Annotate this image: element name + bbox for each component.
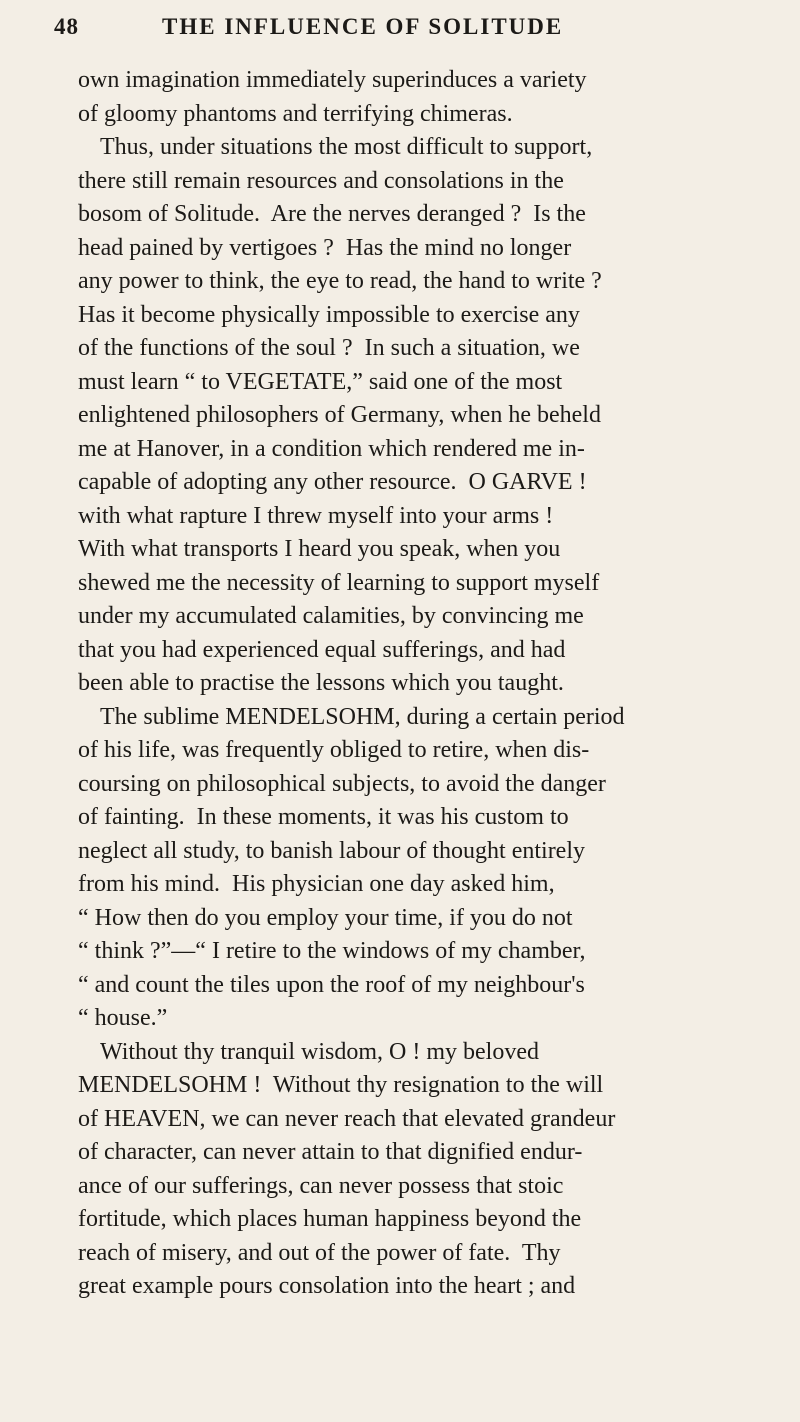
text-line: of the functions of the soul ? In such a situation, we — [78, 335, 580, 361]
text-line: me at Hanover, in a condition which rendered me in- — [78, 435, 585, 462]
page-number: 48 — [54, 14, 79, 39]
text-line: must learn “ to VEGETATE,” said one of the most — [78, 368, 563, 395]
text-line: fortitude, which places human happiness beyond the — [78, 1206, 582, 1232]
text-line: any power to think, the eye to read, the hand to write ? — [78, 268, 602, 294]
text-line: of character, can never attain to that dignified endur- — [78, 1139, 583, 1165]
text-line: of his life, was frequently obliged to retire, when dis- — [78, 737, 590, 763]
running-title: THE INFLUENCE OF SOLITUDE — [162, 14, 564, 39]
text-line: capable of adopting any other resource. O GARVE ! — [78, 469, 587, 495]
text-line: Has it become physically impossible to exercise any — [78, 301, 580, 328]
running-header — [50, 14, 750, 44]
text-line: neglect all study, to banish labour of thought entirely — [78, 837, 585, 864]
text-line: bosom of Solitude. Are the nerves deranged ? Is the — [78, 201, 586, 227]
text-line: enlightened philosophers of Germany, when he beheld — [78, 402, 601, 428]
text-line: reach of misery, and out of the power of fate. Thy — [78, 1239, 561, 1266]
text-line: from his mind. His physician one day asked him, — [78, 871, 555, 897]
text-line: of fainting. In these moments, it was his custom to — [78, 804, 569, 830]
text-line: Thus, under situations the most difficult to support, — [100, 134, 593, 160]
text-line: The sublime MENDELSOHM, during a certain period — [100, 703, 625, 730]
text-line: shewed me the necessity of learning to support myself — [78, 569, 600, 596]
text-line: “ house.” — [78, 1005, 168, 1031]
text-line: great example pours consolation into the heart ; and — [78, 1273, 576, 1299]
text-line: Without thy tranquil wisdom, O ! my beloved — [100, 1038, 539, 1065]
text-line: own imagination immediately superinduces a variety — [78, 67, 587, 93]
text-line: “ think ?”—“ I retire to the windows of my chamber, — [78, 938, 586, 964]
text-line: of HEAVEN, we can never reach that elevated grandeur — [78, 1105, 616, 1132]
text-line: “ How then do you employ your time, if you do not — [78, 904, 573, 931]
text-line: “ and count the tiles upon the roof of my neighbour's — [78, 971, 585, 998]
text-line: there still remain resources and consolations in the — [78, 167, 564, 194]
body-text — [78, 64, 790, 1304]
text-line: of gloomy phantoms and terrifying chimeras. — [78, 100, 513, 127]
text-line: coursing on philosophical subjects, to avoid the danger — [78, 770, 606, 797]
text-line: ance of our sufferings, can never possess that stoic — [78, 1172, 564, 1199]
text-line: With what transports I heard you speak, when you — [78, 536, 561, 562]
text-line: with what rapture I threw myself into your arms ! — [78, 502, 554, 529]
text-line: been able to practise the lessons which you taught. — [78, 670, 564, 696]
text-line: that you had experienced equal sufferings, and had — [78, 636, 566, 663]
text-line: MENDELSOHM ! Without thy resignation to the will — [78, 1072, 604, 1098]
text-line: under my accumulated calamities, by convincing me — [78, 603, 584, 629]
text-line: head pained by vertigoes ? Has the mind no longer — [78, 234, 572, 261]
